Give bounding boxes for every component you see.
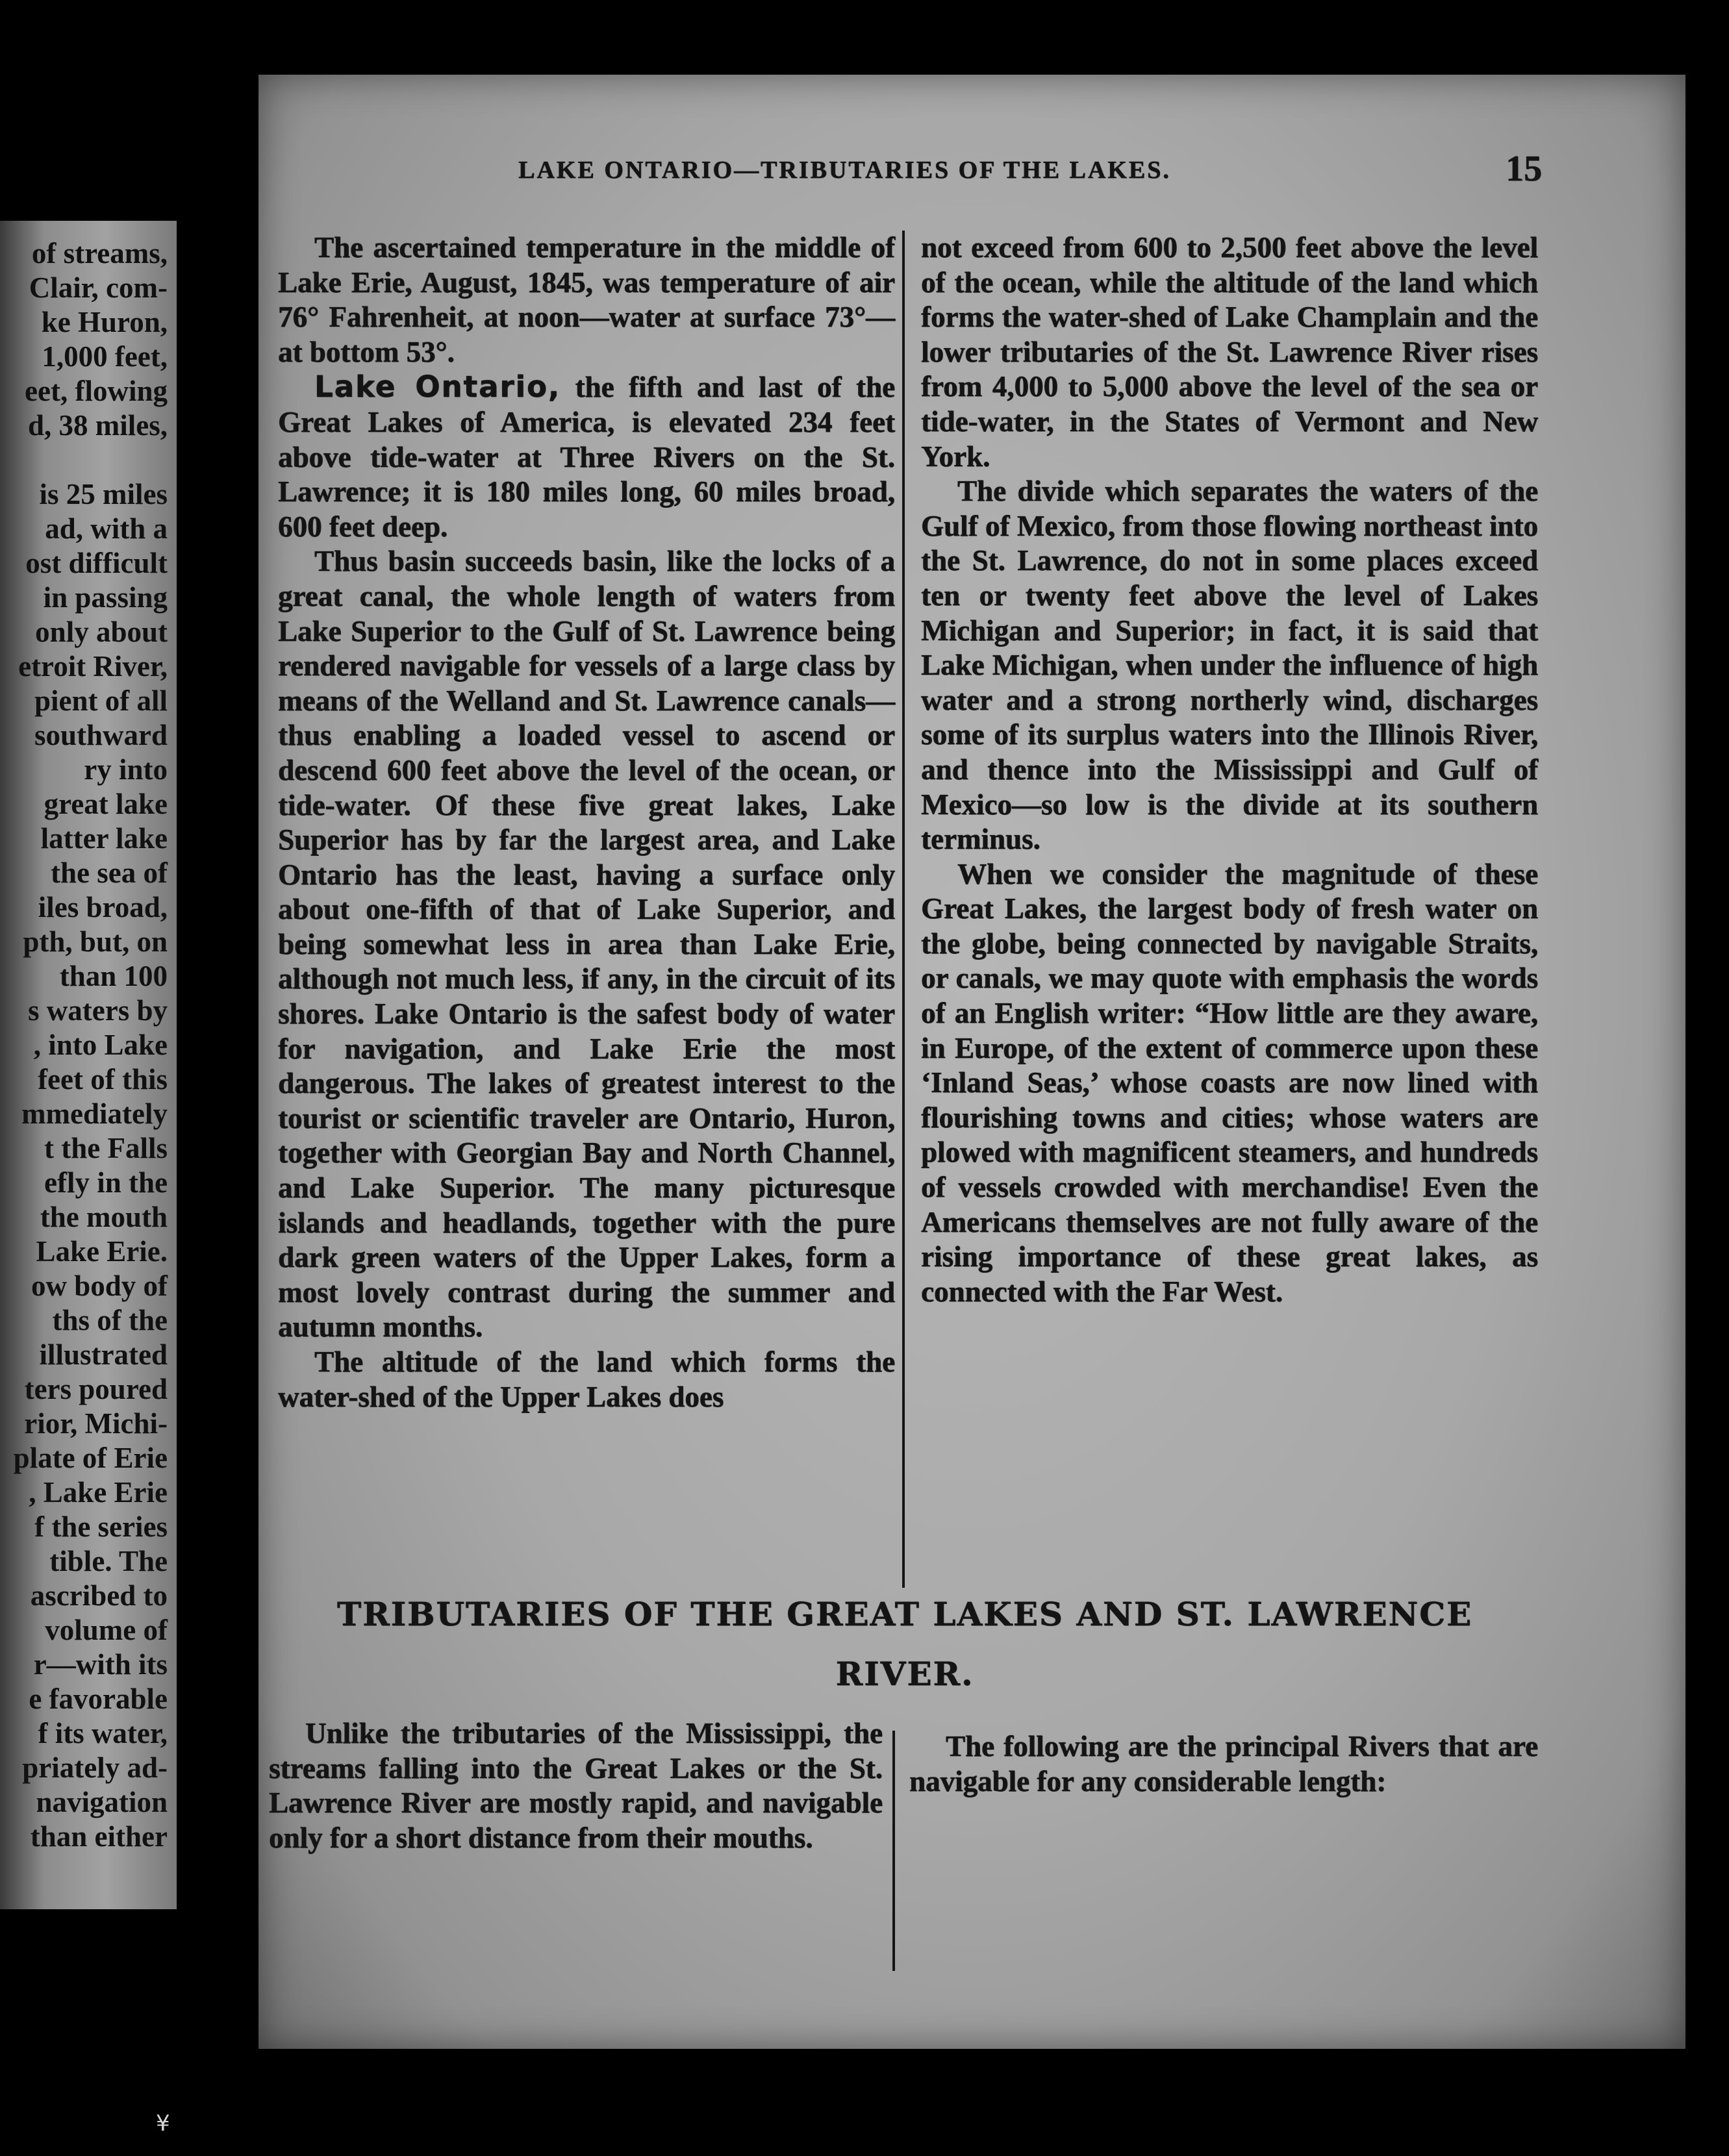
previous-page-line: r—with its xyxy=(33,1648,168,1681)
previous-page-line: latter lake xyxy=(40,822,168,855)
previous-page-line: efly in the xyxy=(44,1166,168,1199)
paragraph-continued-altitude: not exceed from 600 to 2,500 feet above the level of the ocean, while the altitude of the land which forms the water-shed of Lake Champlain and the lower tributaries of the St. Lawrence River rises from 4,000 to 5,000 above the level of the sea or tide-water, in the States of Vermont and New York. xyxy=(921,231,1538,473)
previous-page-line: only about xyxy=(35,616,168,648)
previous-page-line: ters poured xyxy=(24,1373,168,1405)
previous-page-line: s waters by xyxy=(28,994,168,1027)
previous-page-line: is 25 miles xyxy=(39,478,168,510)
previous-page-line: ke Huron, xyxy=(41,306,168,338)
previous-page-strip xyxy=(0,221,177,1909)
previous-page-line: t the Falls xyxy=(44,1132,168,1164)
previous-page-line: ow body of xyxy=(31,1270,168,1302)
previous-page-line: d, 38 miles, xyxy=(27,409,168,442)
previous-page-line: , Lake Erie xyxy=(29,1476,168,1509)
paragraph-principal-rivers: The following are the principal Rivers that are navigable for any considerable length: xyxy=(909,1730,1538,1798)
bottom-left-column xyxy=(269,1716,883,1855)
previous-page-line: volume of xyxy=(45,1614,168,1646)
corner-mark: ¥ xyxy=(156,2111,170,2137)
previous-page-line: ad, with a xyxy=(45,512,168,545)
previous-page-line: pth, but, on xyxy=(23,925,168,958)
previous-page-line: iles broad, xyxy=(38,891,168,923)
previous-page-line: eet, flowing xyxy=(25,375,168,407)
previous-page-line: 1,000 feet, xyxy=(42,340,168,373)
paragraph-unlike-tributaries: Unlike the tributaries of the Mississippi, the streams falling into the Great Lakes or the St. Lawrence River are mostly rapid, and navigable only for a short distance from their mouths. xyxy=(269,1717,883,1854)
previous-page-line: of streams, xyxy=(31,237,168,270)
previous-page-line: e favorable xyxy=(29,1683,168,1715)
previous-page-line: in passing xyxy=(43,581,168,614)
paragraph-temperature: The ascertained temperature in the middle of Lake Erie, August, 1845, was temperature of air 76° Fahrenheit, at noon—water at surface 73°—at bottom 53°. xyxy=(278,231,895,368)
previous-page-line: Clair, com- xyxy=(29,271,168,304)
lead-in-lake-ontario: Lake Ontario, xyxy=(314,370,561,405)
column-divider-lower xyxy=(892,1731,895,1971)
bottom-right-column xyxy=(909,1729,1538,1799)
right-column xyxy=(921,231,1538,1309)
previous-page-line: the mouth xyxy=(40,1201,168,1233)
page-number: 15 xyxy=(1506,149,1542,189)
previous-page-line: ascribed to xyxy=(30,1579,168,1612)
previous-page-line: ry into xyxy=(84,753,168,786)
previous-page-line: than 100 xyxy=(59,960,168,992)
previous-page-line: rior, Michi- xyxy=(24,1407,168,1440)
previous-page-line: ost difficult xyxy=(25,547,168,579)
book-page xyxy=(259,75,1685,2049)
previous-page-line: the sea of xyxy=(51,857,168,889)
previous-page-line: etroit River, xyxy=(18,650,168,683)
previous-page-line xyxy=(0,443,168,477)
left-column xyxy=(278,231,895,1414)
section-heading: TRIBUTARIES OF THE GREAT LAKES AND ST. LAWRENCE RIVER. xyxy=(336,1595,1473,1693)
previous-page-line: southward xyxy=(34,719,168,751)
previous-page-line: , into Lake xyxy=(33,1029,168,1061)
previous-page-line: pient of all xyxy=(34,684,168,717)
paragraph-altitude: The altitude of the land which forms the water-shed of the Upper Lakes does xyxy=(278,1346,895,1413)
previous-page-line: great lake xyxy=(44,788,168,820)
previous-page-line: plate of Erie xyxy=(13,1442,168,1474)
previous-page-line: tible. The xyxy=(49,1545,168,1577)
paragraph-magnitude: When we consider the magnitude of these Great Lakes, the largest body of fresh water on the globe, being connected by navigable Straits, or canals, we may quote with emphasis the words of an English writer: “How little are they aware, in Europe, of the extent of commerce upon these ‘Inland Seas,’ whose coasts are now lined with flourishing towns and cities; whose waters are plowed with magnificent steamers, and hundreds of vessels crowded with merchandise! Even the Americans themselves are not fully aware of the rising importance of these great lakes, as connected with the Far West. xyxy=(921,857,1538,1308)
column-divider xyxy=(902,231,905,1588)
previous-page-line: mmediately xyxy=(21,1097,168,1130)
previous-page-line: Lake Erie. xyxy=(36,1235,168,1268)
previous-page-line: illustrated xyxy=(39,1338,168,1371)
previous-page-line: ths of the xyxy=(52,1304,168,1336)
previous-page-line: f the series xyxy=(34,1510,168,1543)
previous-page-line: f its water, xyxy=(38,1717,168,1749)
previous-page-line: navigation xyxy=(36,1786,168,1818)
previous-page-line: than either xyxy=(30,1820,168,1853)
paragraph-lake-ontario xyxy=(278,370,895,544)
previous-page-line: feet of this xyxy=(38,1063,168,1096)
previous-page-text xyxy=(0,236,168,1854)
paragraph-divide: The divide which separates the waters of the Gulf of Mexico, from those flowing northeast into the St. Lawrence, do not in some places exceed ten or twenty feet above the level of Lakes Michigan and Superior; in fact, it is said that Lake Michigan, when under the influence of high water and a strong northerly wind, discharges some of its surplus waters into the Illinois River, and thence into the Mississippi and Gulf of Mexico—so low is the divide at its southern terminus. xyxy=(921,475,1538,856)
previous-page-line: priately ad- xyxy=(22,1751,168,1784)
paragraph-lake-ontario-body: the fifth and last of the Great Lakes of America, is elevated 234 feet above tide-water at Three Rivers on the St. Lawrence; it is 180 miles long, 60 miles broad, 600 feet deep. xyxy=(278,371,895,543)
paragraph-basin: Thus basin succeeds basin, like the locks of a great canal, the whole length of waters from Lake Superior to the Gulf of St. Lawrence being rendered navigable for vessels of a large class by means of the Welland and St. Lawrence canals—thus enabling a loaded vessel to ascend or descend 600 feet above the level of the ocean, or tide-water. Of these five great lakes, Lake Superior has by far the largest area, and Lake Ontario has the least, having a surface only about one-fifth of that of Lake Superior, and being somewhat less in area than Lake Erie, although not much less, if any, in the circuit of its shores. Lake Ontario is the safest body of water for navigation, and Lake Erie the most dangerous. The lakes of greatest interest to the tourist or scientific traveler are Ontario, Huron, together with Georgian Bay and North Channel, and Lake Superior. The many picturesque islands and headlands, together with the pure dark green waters of the Upper Lakes, form a most lovely contrast during the summer and autumn months. xyxy=(278,545,895,1344)
running-head: LAKE ONTARIO—TRIBUTARIES OF THE LAKES. xyxy=(518,157,1171,184)
